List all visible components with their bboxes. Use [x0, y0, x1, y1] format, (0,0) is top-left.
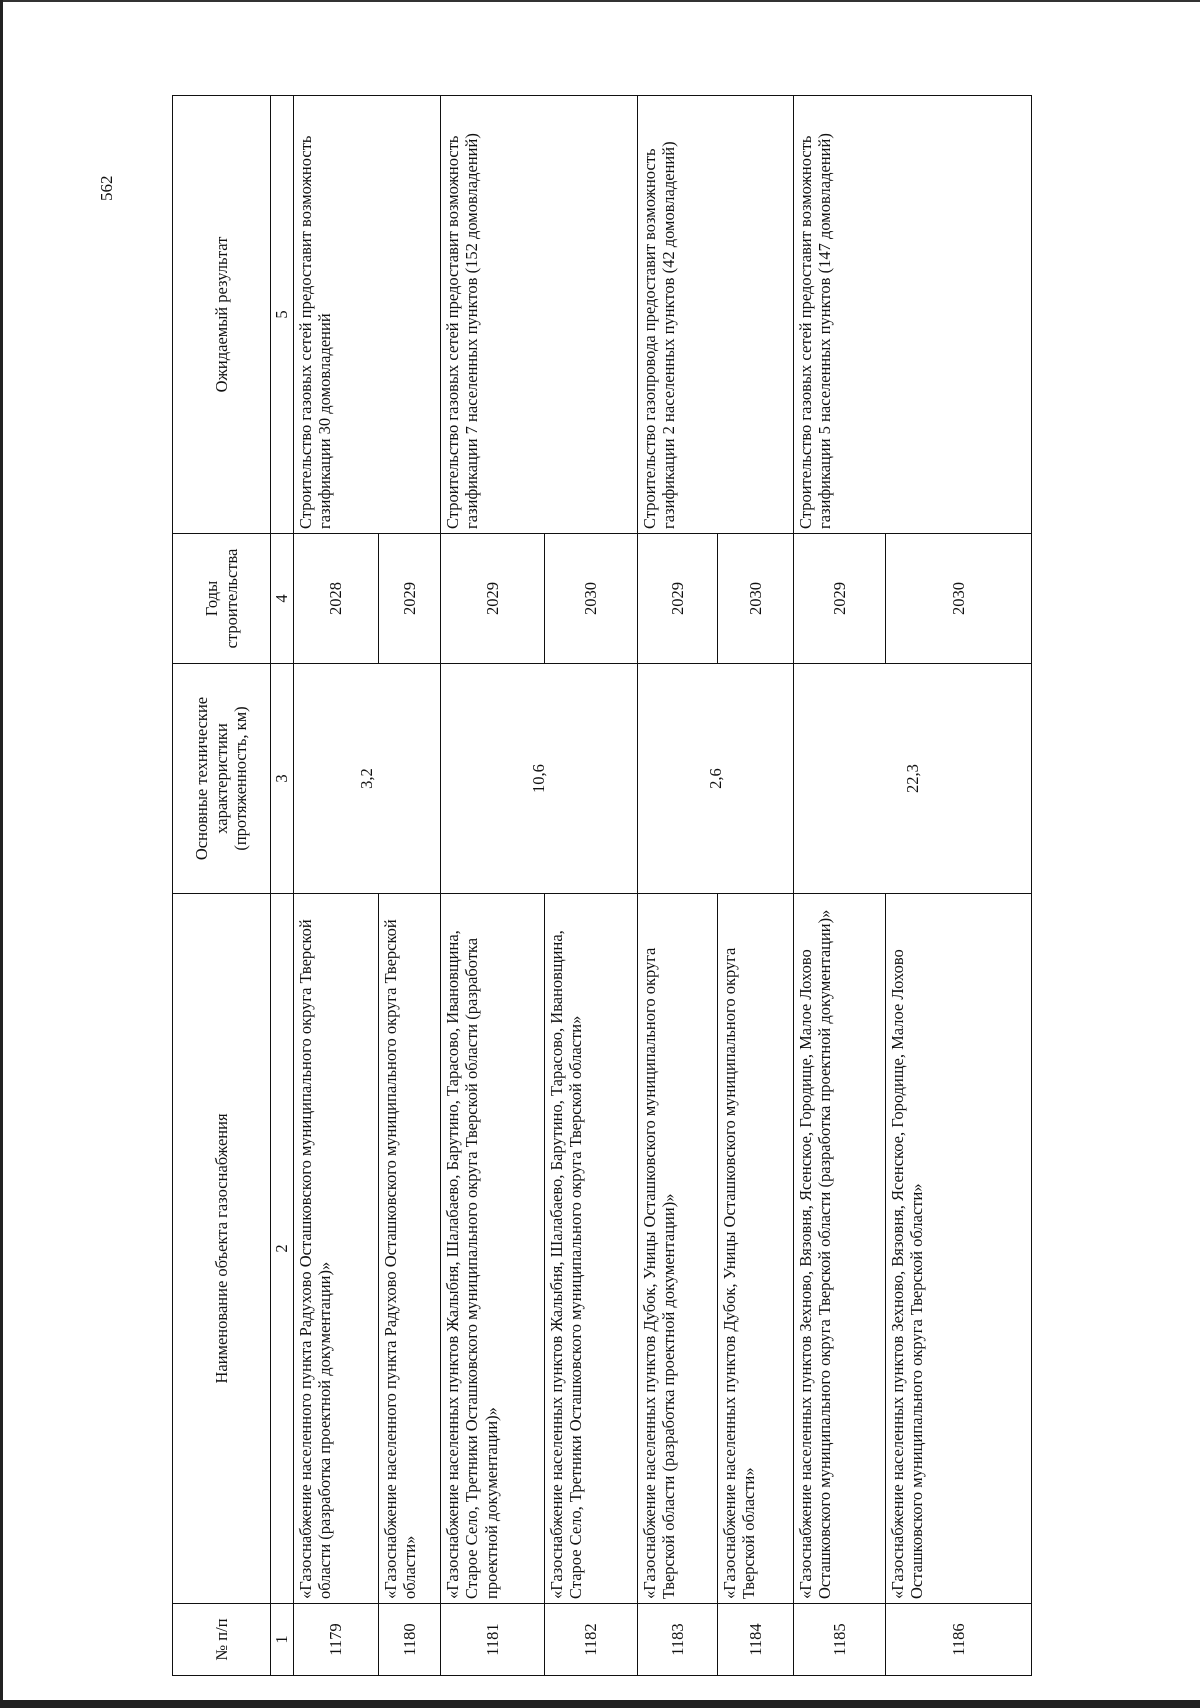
length-km: 10,6: [441, 664, 638, 894]
object-name: «Газоснабжение населенных пунктов Дубок, Уницы Осташковского муниципального округа Тверской области (разработка проектной документации)»: [638, 894, 718, 1604]
scan-edge-left: [0, 0, 3, 1708]
length-km: 22,3: [794, 664, 1032, 894]
table-row: [294, 96, 379, 1676]
object-name: «Газоснабжение населенного пункта Радухово Осташковского муниципального округа Тверской области (разработка проектной документации)»: [294, 894, 379, 1604]
col-number: 5: [271, 96, 294, 534]
header-num: № п/п: [173, 1604, 271, 1676]
col-number: 3: [271, 664, 294, 894]
year: 2029: [379, 534, 441, 664]
page-number: 562: [97, 175, 116, 201]
expected-result: Строительство газопровода предоставит возможность газификации 2 населенных пунктов (42 домовладений): [638, 96, 794, 534]
object-name: «Газоснабжение населенных пунктов Зехново, Вязовня, Ясенское, Городище, Малое Лохово Осташковского муниципального округа Тверской области (разработка проектной документации)»: [794, 894, 886, 1604]
year: 2030: [545, 534, 638, 664]
row-number: 1183: [638, 1604, 718, 1676]
header-tech: Основные технические характеристики (протяженность, км): [173, 664, 271, 894]
row-number: 1179: [294, 1604, 379, 1676]
column-number-row: [271, 96, 294, 1676]
col-number: 1: [271, 1604, 294, 1676]
header-row: [173, 96, 271, 1676]
year: 2028: [294, 534, 379, 664]
object-name: «Газоснабжение населенных пунктов Зехново, Вязовня, Ясенское, Городище, Малое Лохово Осташковского муниципального округа Тверской области»: [886, 894, 1032, 1604]
object-name: «Газоснабжение населенных пунктов Жалыбня, Шалабаево, Барутино, Тарасово, Ивановщина, Старое Село, Третники Осташковского муниципального округа Тверской области (разработка проектной документации)»: [441, 894, 545, 1604]
object-name: «Газоснабжение населенных пунктов Жалыбня, Шалабаево, Барутино, Тарасово, Ивановщина, Старое Село, Третники Осташковского муниципального округа Тверской области»: [545, 894, 638, 1604]
year: 2029: [441, 534, 545, 664]
row-number: 1180: [379, 1604, 441, 1676]
scan-edge-top: [0, 0, 1200, 2]
expected-result: Строительство газовых сетей предоставит возможность газификации 30 домовладений: [294, 96, 441, 534]
header-result: Ожидаемый результат: [173, 96, 271, 534]
scan-edge-bottom: [0, 1700, 1200, 1708]
row-number: 1186: [886, 1604, 1032, 1676]
year: 2030: [886, 534, 1032, 664]
col-number: 4: [271, 534, 294, 664]
length-km: 2,6: [638, 664, 794, 894]
row-number: 1182: [545, 1604, 638, 1676]
header-years: Годы строительства: [173, 534, 271, 664]
row-number: 1181: [441, 1604, 545, 1676]
row-number: 1185: [794, 1604, 886, 1676]
table-row: [441, 96, 545, 1676]
rotated-page: [97, 96, 1032, 1676]
header-name: Наименование объекта газоснабжения: [173, 894, 271, 1604]
gas-objects-table: [172, 95, 1032, 1676]
row-number: 1184: [718, 1604, 794, 1676]
object-name: «Газоснабжение населенного пункта Радухово Осташковского муниципального округа Тверской области»: [379, 894, 441, 1604]
table-row: [794, 96, 886, 1676]
year: 2029: [794, 534, 886, 664]
col-number: 2: [271, 894, 294, 1604]
year: 2030: [718, 534, 794, 664]
length-km: 3,2: [294, 664, 441, 894]
year: 2029: [638, 534, 718, 664]
expected-result: Строительство газовых сетей предоставит возможность газификации 7 населенных пунктов (152 домовладений): [441, 96, 638, 534]
expected-result: Строительство газовых сетей предоставит возможность газификации 5 населенных пунктов (147 домовладений): [794, 96, 1032, 534]
table-row: [638, 96, 718, 1676]
object-name: «Газоснабжение населенных пунктов Дубок, Уницы Осташковского муниципального округа Тверской области»: [718, 894, 794, 1604]
